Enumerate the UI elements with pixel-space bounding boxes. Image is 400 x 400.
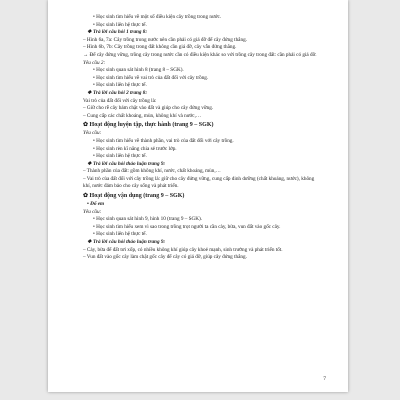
text-line: • Học sinh tìm hiểu về một số điều kiện cây trồng trong nước. [93, 14, 222, 20]
text-line: • Học sinh quan sát hình 8 (trang 8 – SGK). [93, 67, 184, 74]
text-line: – Thành phần của đất: gồm không khí, nước, chất khoáng, mùn,… [83, 168, 221, 175]
section-heading: ✿ Hoạt động luyện tập, thực hành (trang 9 – SGK) [83, 122, 214, 129]
text-line: • Học sinh quan sát hình 9, hình 10 (trang 9 – SGK). [93, 216, 203, 223]
section-heading: ✿ Hoạt động vận dụng (trang 9 – SGK) [83, 193, 185, 200]
text-line: Vai trò của đất đối với cây trồng là: [83, 97, 157, 104]
document-page [48, 0, 348, 392]
text-line: • Học sinh tìm hiểu về thành phần, vai trò của đất đối với cây trồng. [93, 137, 234, 144]
text-line: → Để cây đứng vững, trồng cây trong nước cần có điều kiện khác so với trồng cây trong đất: cần phải có giá đỡ. [83, 51, 317, 58]
text-line: • Học sinh tìm hiểu xem vì sao trong trồng trọt người ta cần cày, bừa, vun đất vào gốc cây. [93, 223, 281, 230]
text-line: Yêu cầu: [83, 130, 102, 137]
text-line: – Cày, bừa để đất tơi xốp, có nhiều không khí giúp cây khoẻ mạnh, sinh trưởng và phát triển tốt. [83, 246, 283, 253]
text-line: Yêu cầu 2: [83, 59, 106, 66]
text-line: Yêu cầu: [83, 208, 102, 215]
text-line: • Học sinh tìm hiểu về vai trò của đất đối với cây trồng. [93, 74, 209, 81]
page-number: 7 [323, 376, 326, 382]
text-line: – Giữ cho rễ cây bám chặt vào đất và giúp cho cây đứng vững. [83, 105, 214, 112]
text-line: ❖ Trả lời câu hỏi 2 trang 8: [87, 89, 148, 96]
text-line: ❖ Trả lời câu hỏi thảo luận trang 9: [87, 160, 166, 167]
text-line: • Học sinh liên hệ thực tế. [93, 21, 147, 28]
text-line: • Đố em [87, 201, 105, 208]
text-line: – Vai trò của đất đối với cây trồng là: giữ cho cây đứng vững, cung cấp dinh dưỡng (chất khoáng, nước), không khí, nước đảm bảo cho cây sống và phát triển. [83, 175, 315, 190]
text-line: • Học sinh liên hệ thực tế. [93, 231, 147, 238]
text-line: – Hình 6b, 7b: Cây trồng trong đất không cần giá đỡ, cây vẫn đứng thẳng. [83, 44, 237, 51]
text-line: ❖ Trả lời câu hỏi 1 trang 8: [87, 29, 148, 36]
text-line: – Vun đất vào gốc cây làm chặt gốc cây để cây có giá đỡ, giúp cây đứng thẳng. [83, 254, 247, 261]
text-line: • Học sinh rèn kĩ năng chia sẻ trước lớp. [93, 145, 177, 152]
page-content [83, 14, 323, 262]
text-line: – Cung cấp các chất khoáng, mùn, không khí và nước,… [83, 112, 202, 119]
text-line: • Học sinh liên hệ thực tế. [93, 82, 147, 89]
text-line: • Học sinh liên hệ thực tế. [93, 153, 147, 160]
text-line: – Hình 6a, 7a: Cây trồng trong nước nên cần phải có giá đỡ để cây đứng thẳng. [83, 36, 247, 43]
text-line: ❖ Trả lời câu hỏi thảo luận trang 9: [87, 239, 166, 246]
